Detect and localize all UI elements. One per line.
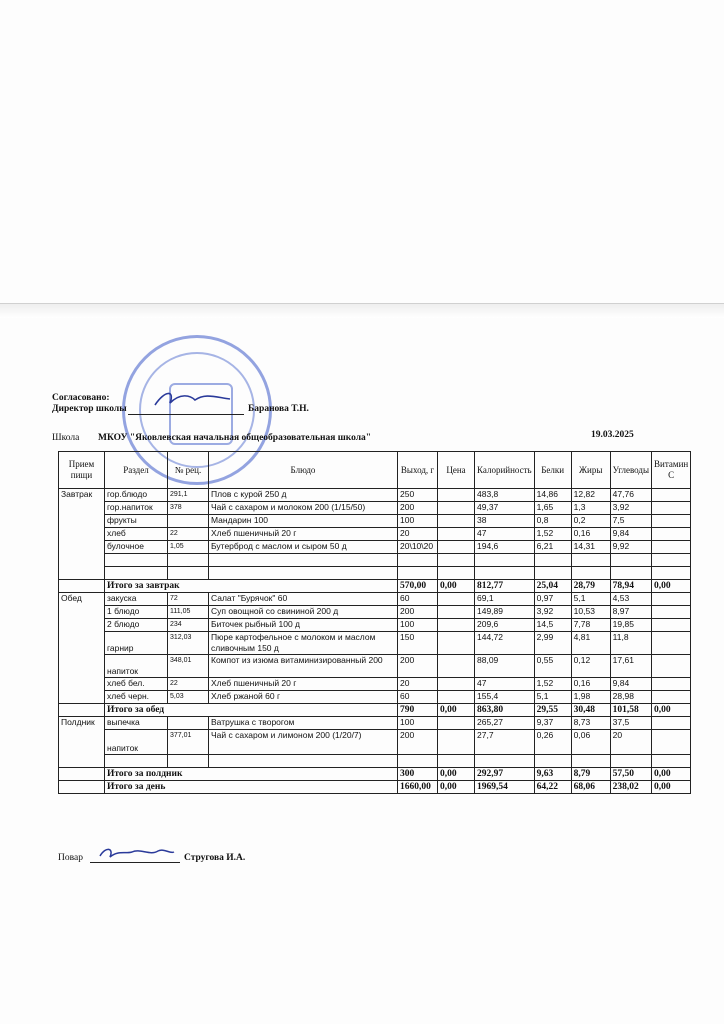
total-blank-cell (59, 768, 105, 781)
header-proteins: Белки (534, 452, 571, 489)
recipe-number-cell: 1,05 (168, 541, 209, 554)
output-cell: 200 (398, 655, 438, 678)
dish-name-cell: Бутерброд с маслом и сыром 50 д (209, 541, 398, 554)
empty-cell (534, 554, 571, 567)
carbs-cell: 4,53 (610, 593, 651, 606)
total-prot-cell: 29,55 (534, 704, 571, 717)
proteins-cell: 6,21 (534, 541, 571, 554)
fats-cell: 4,81 (571, 632, 610, 655)
dish-name-cell: Плов с курой 250 д (209, 489, 398, 502)
output-cell: 200 (398, 502, 438, 515)
header-recipe: № рец. (168, 452, 209, 489)
table-row (59, 515, 691, 528)
total-carb-cell: 238,02 (610, 781, 651, 794)
price-cell (438, 489, 475, 502)
empty-cell (438, 554, 475, 567)
dish-name-cell: Ватрушка с творогом (209, 717, 398, 730)
recipe-number-cell: 234 (168, 619, 209, 632)
fats-cell: 0,12 (571, 655, 610, 678)
vitamin-c-cell (652, 502, 691, 515)
director-signature (150, 385, 240, 415)
recipe-number-cell (168, 515, 209, 528)
total-prot-cell: 25,04 (534, 580, 571, 593)
empty-cell (105, 567, 168, 580)
recipe-number-cell: 5,03 (168, 691, 209, 704)
total-price-cell: 0,00 (438, 704, 475, 717)
header-carbs: Углеводы (610, 452, 651, 489)
empty-cell (438, 567, 475, 580)
calories-cell: 49,37 (475, 502, 535, 515)
director-name: Баранова Т.Н. (248, 404, 309, 414)
section-cell: хлеб черн. (105, 691, 168, 704)
proteins-cell: 9,37 (534, 717, 571, 730)
header-dish: Блюдо (209, 452, 398, 489)
proteins-cell: 5,1 (534, 691, 571, 704)
table-row (59, 678, 691, 691)
empty-cell (610, 567, 651, 580)
empty-cell (571, 554, 610, 567)
vitamin-c-cell (652, 528, 691, 541)
snack-meal-label: Полдник (59, 717, 105, 768)
dish-name-cell: Мандарин 100 (209, 515, 398, 528)
empty-cell (652, 567, 691, 580)
proteins-cell: 3,92 (534, 606, 571, 619)
total-kcal-cell: 1969,54 (475, 781, 535, 794)
section-cell: гарнир (105, 632, 168, 655)
empty-cell (610, 554, 651, 567)
day-total-row (59, 781, 691, 794)
total-label: Итого за завтрак (105, 580, 398, 593)
vitamin-c-cell (652, 515, 691, 528)
empty-cell (209, 567, 398, 580)
vitamin-c-cell (652, 730, 691, 755)
proteins-cell: 14,5 (534, 619, 571, 632)
empty-row (59, 567, 691, 580)
proteins-cell: 1,65 (534, 502, 571, 515)
vitamin-c-cell (652, 619, 691, 632)
price-cell (438, 717, 475, 730)
carbs-cell: 3,92 (610, 502, 651, 515)
fats-cell: 0,2 (571, 515, 610, 528)
section-cell: хлеб (105, 528, 168, 541)
fats-cell: 8,73 (571, 717, 610, 730)
fats-cell: 14,31 (571, 541, 610, 554)
vitamin-c-cell (652, 717, 691, 730)
dish-name-cell: Хлеб пшеничный 20 г (209, 678, 398, 691)
header-section: Раздел (105, 452, 168, 489)
fats-cell: 10,53 (571, 606, 610, 619)
price-cell (438, 515, 475, 528)
output-cell: 60 (398, 593, 438, 606)
empty-cell (475, 554, 535, 567)
total-carb-cell: 78,94 (610, 580, 651, 593)
empty-row (59, 755, 691, 768)
total-price-cell: 0,00 (438, 580, 475, 593)
dish-name-cell: Пюре картофельное с молоком и маслом сливочным 150 д (209, 632, 398, 655)
empty-cell (475, 567, 535, 580)
total-vit-cell: 0,00 (652, 580, 691, 593)
calories-cell: 47 (475, 678, 535, 691)
fats-cell: 7,78 (571, 619, 610, 632)
vitamin-c-cell (652, 489, 691, 502)
section-cell: напиток (105, 730, 168, 755)
recipe-number-cell: 22 (168, 678, 209, 691)
table-row (59, 593, 691, 606)
output-cell: 100 (398, 515, 438, 528)
empty-cell (168, 554, 209, 567)
price-cell (438, 632, 475, 655)
header-calories: Калорийность (475, 452, 535, 489)
dish-name-cell: Компот из изюма витаминизированный 200 (209, 655, 398, 678)
calories-cell: 144,72 (475, 632, 535, 655)
table-row (59, 541, 691, 554)
table-row (59, 502, 691, 515)
total-carb-cell: 57,50 (610, 768, 651, 781)
table-row (59, 691, 691, 704)
header-output: Выход, г (398, 452, 438, 489)
table-header-row (59, 452, 691, 489)
carbs-cell: 37,5 (610, 717, 651, 730)
price-cell (438, 606, 475, 619)
school-name: МКОУ "Яковлевская начальная общеобразовательная школа" (98, 433, 372, 443)
total-fat-cell: 28,79 (571, 580, 610, 593)
fats-cell: 5,1 (571, 593, 610, 606)
total-price-cell: 0,00 (438, 768, 475, 781)
header-vitamin-c: Витамин С (652, 452, 691, 489)
lunch-total-row (59, 704, 691, 717)
empty-cell (398, 554, 438, 567)
dish-name-cell: Чай с сахаром и молоком 200 (1/15/50) (209, 502, 398, 515)
carbs-cell: 19,85 (610, 619, 651, 632)
total-prot-cell: 9,63 (534, 768, 571, 781)
fats-cell: 12,82 (571, 489, 610, 502)
recipe-number-cell: 111,05 (168, 606, 209, 619)
calories-cell: 209,6 (475, 619, 535, 632)
total-label: Итого за обед (105, 704, 398, 717)
price-cell (438, 528, 475, 541)
total-prot-cell: 64,22 (534, 781, 571, 794)
total-price-cell: 0,00 (438, 781, 475, 794)
empty-cell (209, 554, 398, 567)
empty-cell (105, 554, 168, 567)
dish-name-cell: Биточек рыбный 100 д (209, 619, 398, 632)
dish-name-cell: Чай с сахаром и лимоном 200 (1/20/7) (209, 730, 398, 755)
proteins-cell: 14,86 (534, 489, 571, 502)
price-cell (438, 678, 475, 691)
price-cell (438, 502, 475, 515)
total-label: Итого за полдник (105, 768, 398, 781)
calories-cell: 483,8 (475, 489, 535, 502)
director-label: Директор школы (52, 404, 127, 414)
price-cell (438, 593, 475, 606)
table-row (59, 730, 691, 755)
proteins-cell: 2,99 (534, 632, 571, 655)
vitamin-c-cell (652, 655, 691, 678)
total-fat-cell: 68,06 (571, 781, 610, 794)
calories-cell: 194,6 (475, 541, 535, 554)
breakfast-total-row (59, 580, 691, 593)
carbs-cell: 7,5 (610, 515, 651, 528)
total-blank-cell (59, 704, 105, 717)
recipe-number-cell: 348,01 (168, 655, 209, 678)
empty-cell (652, 554, 691, 567)
output-cell: 250 (398, 489, 438, 502)
cook-signature (96, 842, 176, 864)
table-row (59, 655, 691, 678)
total-vit-cell: 0,00 (652, 768, 691, 781)
carbs-cell: 20 (610, 730, 651, 755)
recipe-number-cell: 312,03 (168, 632, 209, 655)
output-cell: 100 (398, 619, 438, 632)
fats-cell: 0,16 (571, 678, 610, 691)
total-label: Итого за день (105, 781, 398, 794)
snack-total-row (59, 768, 691, 781)
vitamin-c-cell (652, 691, 691, 704)
output-cell: 60 (398, 691, 438, 704)
empty-cell (534, 567, 571, 580)
output-cell: 200 (398, 730, 438, 755)
price-cell (438, 541, 475, 554)
section-cell: напиток (105, 655, 168, 678)
empty-cell (534, 755, 571, 768)
table-row (59, 619, 691, 632)
price-cell (438, 655, 475, 678)
total-fat-cell: 30,48 (571, 704, 610, 717)
price-cell (438, 730, 475, 755)
carbs-cell: 9,84 (610, 678, 651, 691)
calories-cell: 155,4 (475, 691, 535, 704)
approved-label: Согласовано: (52, 393, 110, 403)
section-cell: гор.напиток (105, 502, 168, 515)
section-cell: 2 блюдо (105, 619, 168, 632)
empty-cell (398, 755, 438, 768)
output-cell: 20 (398, 528, 438, 541)
recipe-number-cell: 291,1 (168, 489, 209, 502)
total-out-cell: 1660,00 (398, 781, 438, 794)
dish-name-cell: Хлеб пшеничный 20 г (209, 528, 398, 541)
total-kcal-cell: 863,80 (475, 704, 535, 717)
recipe-number-cell (168, 717, 209, 730)
proteins-cell: 0,55 (534, 655, 571, 678)
carbs-cell: 8,97 (610, 606, 651, 619)
total-kcal-cell: 812,77 (475, 580, 535, 593)
empty-cell (571, 567, 610, 580)
carbs-cell: 11,8 (610, 632, 651, 655)
recipe-number-cell: 72 (168, 593, 209, 606)
vitamin-c-cell (652, 632, 691, 655)
total-out-cell: 790 (398, 704, 438, 717)
vitamin-c-cell (652, 678, 691, 691)
fats-cell: 0,16 (571, 528, 610, 541)
empty-cell (398, 567, 438, 580)
table-row (59, 717, 691, 730)
vitamin-c-cell (652, 593, 691, 606)
carbs-cell: 47,76 (610, 489, 651, 502)
table-row (59, 606, 691, 619)
total-kcal-cell: 292,97 (475, 768, 535, 781)
empty-cell (652, 755, 691, 768)
dish-name-cell: Хлеб ржаной 60 г (209, 691, 398, 704)
total-out-cell: 300 (398, 768, 438, 781)
output-cell: 20 (398, 678, 438, 691)
total-blank-cell (59, 580, 105, 593)
recipe-number-cell: 378 (168, 502, 209, 515)
menu-table (58, 451, 691, 794)
calories-cell: 27,7 (475, 730, 535, 755)
proteins-cell: 0,8 (534, 515, 571, 528)
header-price: Цена (438, 452, 475, 489)
table-row (59, 632, 691, 655)
empty-cell (209, 755, 398, 768)
calories-cell: 38 (475, 515, 535, 528)
dish-name-cell: Суп овощной со свининой 200 д (209, 606, 398, 619)
section-cell: 1 блюдо (105, 606, 168, 619)
carbs-cell: 28,98 (610, 691, 651, 704)
proteins-cell: 0,26 (534, 730, 571, 755)
calories-cell: 265,27 (475, 717, 535, 730)
proteins-cell: 1,52 (534, 678, 571, 691)
proteins-cell: 1,52 (534, 528, 571, 541)
recipe-number-cell: 22 (168, 528, 209, 541)
output-cell: 20\10\20 (398, 541, 438, 554)
fats-cell: 0,06 (571, 730, 610, 755)
section-cell: хлеб бел. (105, 678, 168, 691)
total-vit-cell: 0,00 (652, 704, 691, 717)
vitamin-c-cell (652, 541, 691, 554)
vitamin-c-cell (652, 606, 691, 619)
lunch-meal-label: Обед (59, 593, 105, 704)
empty-cell (105, 755, 168, 768)
section-cell: фрукты (105, 515, 168, 528)
output-cell: 150 (398, 632, 438, 655)
header-fats: Жиры (571, 452, 610, 489)
output-cell: 200 (398, 606, 438, 619)
header-meal: Прием пищи (59, 452, 105, 489)
total-carb-cell: 101,58 (610, 704, 651, 717)
price-cell (438, 691, 475, 704)
fats-cell: 1,98 (571, 691, 610, 704)
recipe-number-cell: 377,01 (168, 730, 209, 755)
empty-cell (571, 755, 610, 768)
output-cell: 100 (398, 717, 438, 730)
total-fat-cell: 8,79 (571, 768, 610, 781)
total-out-cell: 570,00 (398, 580, 438, 593)
document-date: 19.03.2025 (591, 430, 634, 440)
calories-cell: 88,09 (475, 655, 535, 678)
empty-cell (438, 755, 475, 768)
empty-cell (168, 567, 209, 580)
cook-label: Повар (58, 853, 83, 863)
empty-cell (475, 755, 535, 768)
carbs-cell: 9,92 (610, 541, 651, 554)
school-label: Школа (52, 433, 80, 443)
calories-cell: 149,89 (475, 606, 535, 619)
empty-cell (610, 755, 651, 768)
total-blank-cell (59, 781, 105, 794)
price-cell (438, 619, 475, 632)
dish-name-cell: Салат "Бурячок" 60 (209, 593, 398, 606)
section-cell: булочное (105, 541, 168, 554)
cook-name: Стругова И.А. (184, 853, 246, 863)
section-cell: гор.блюдо (105, 489, 168, 502)
carbs-cell: 9,84 (610, 528, 651, 541)
total-vit-cell: 0,00 (652, 781, 691, 794)
scan-fold-line (0, 303, 724, 318)
proteins-cell: 0,97 (534, 593, 571, 606)
calories-cell: 69,1 (475, 593, 535, 606)
breakfast-meal-label: Завтрак (59, 489, 105, 580)
carbs-cell: 17,61 (610, 655, 651, 678)
empty-cell (168, 755, 209, 768)
table-row (59, 489, 691, 502)
fats-cell: 1,3 (571, 502, 610, 515)
calories-cell: 47 (475, 528, 535, 541)
section-cell: закуска (105, 593, 168, 606)
table-row (59, 528, 691, 541)
section-cell: выпечка (105, 717, 168, 730)
empty-row (59, 554, 691, 567)
